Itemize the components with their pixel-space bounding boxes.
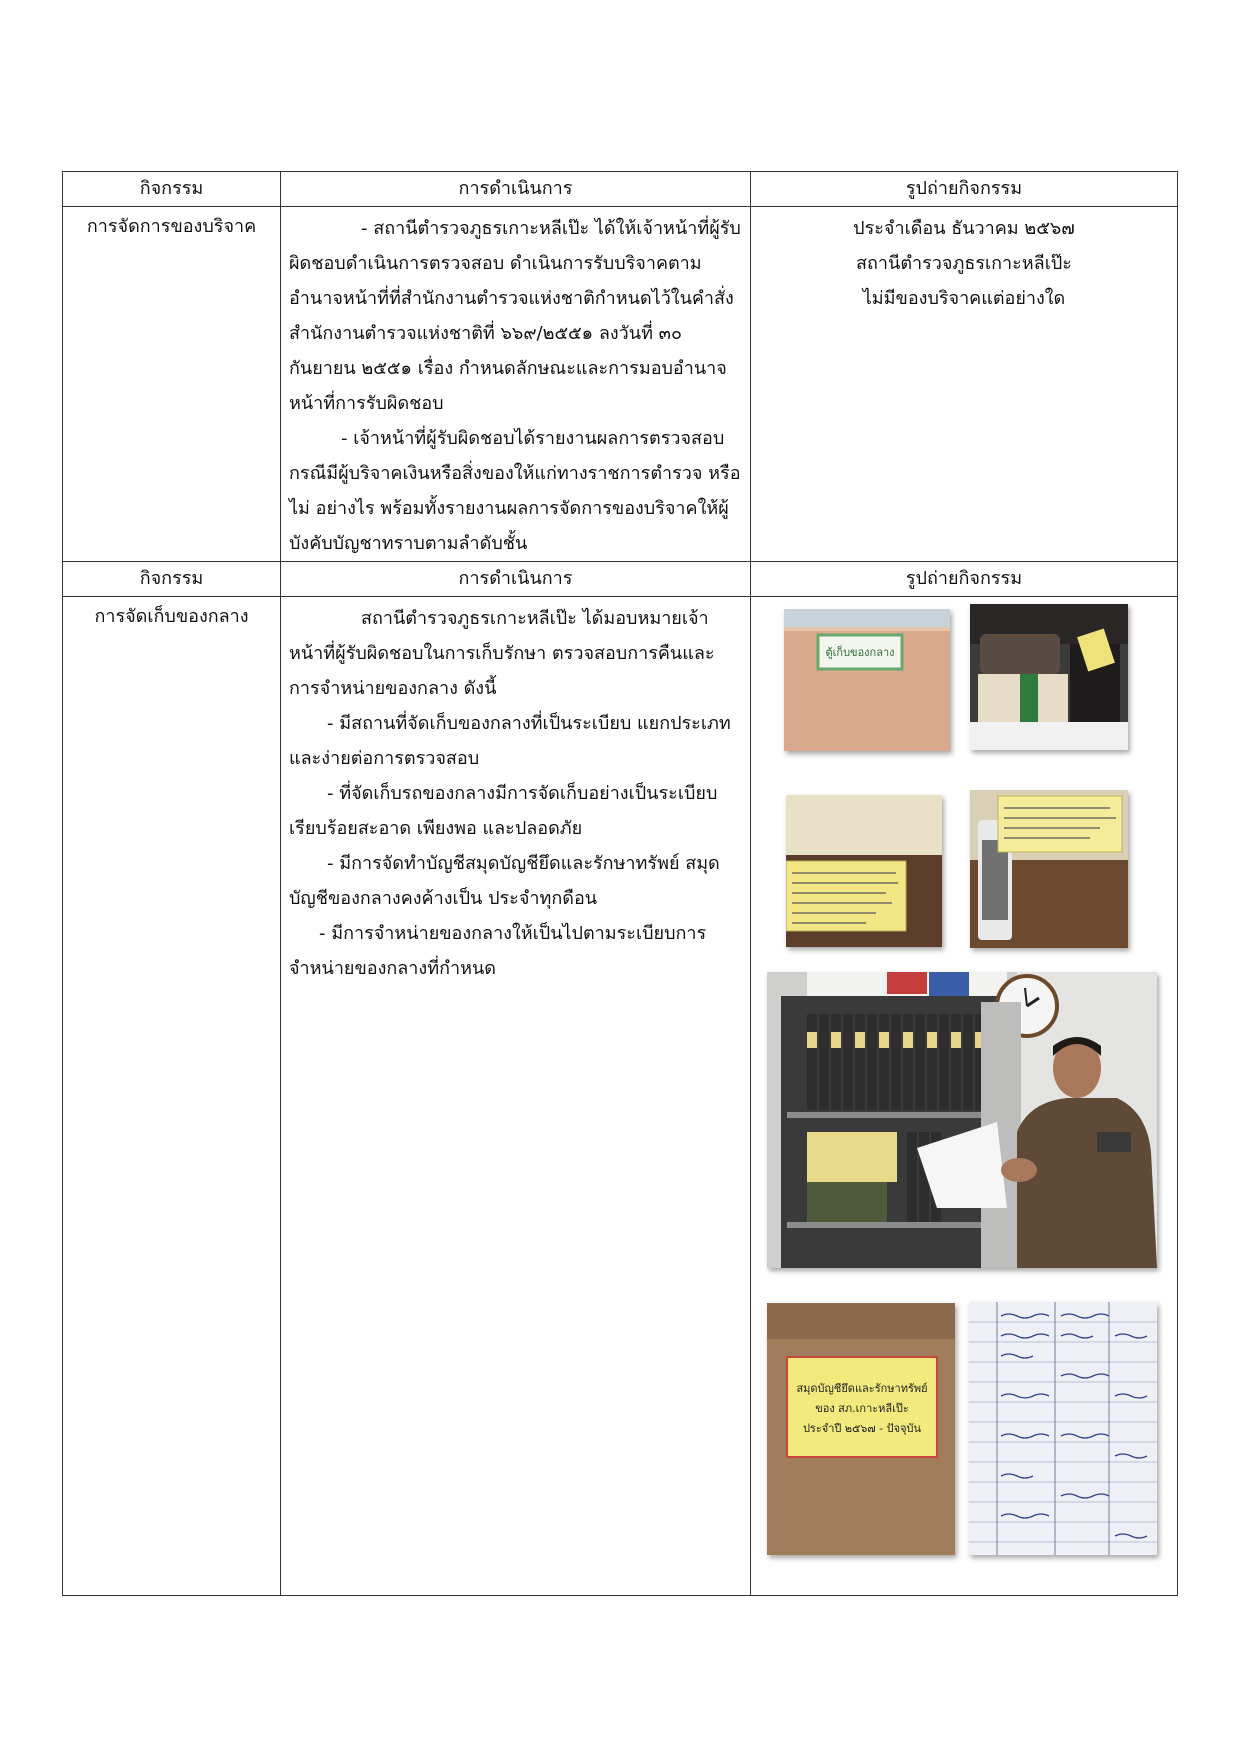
row-donations [63, 207, 1178, 562]
donation-note-station: สถานีตำรวจภูธรเกาะหลีเป๊ะ [856, 253, 1072, 274]
evidence-paragraph-4: - มีการจัดทำบัญชีสมุดบัญชียึดและรักษาทรัพย์ สมุดบัญชีของกลางคงค้างเป็น ประจำทุกดือน [289, 853, 720, 909]
activity-donations: การจัดการของบริจาค [63, 207, 281, 562]
header-row-2 [63, 562, 1178, 597]
photos-donations [751, 207, 1178, 562]
operation-evidence [281, 597, 751, 1596]
ledger-cover-photo [767, 1303, 955, 1555]
evidence-paragraph-5: - มีการจำหน่ายของกลางให้เป็นไปตามระเบียบการจำหน่ายของกลางที่กำหนด [289, 923, 707, 979]
header-row-1 [63, 172, 1178, 207]
header-photos: รูปถ่ายกิจกรรม [751, 172, 1178, 207]
activity-table [62, 171, 1178, 1596]
evidence-bag-tag-photo [786, 795, 942, 947]
evidence-bags-photo [970, 604, 1128, 750]
evidence-paragraph-3: - ที่จัดเก็บรถของกลางมีการจัดเก็บอย่างเป็นระเบียบเรียบร้อยสะอาด เพียงพอ และปลอดภัย [289, 783, 718, 839]
photos-evidence [751, 597, 1178, 1596]
header-activity: กิจกรรม [63, 172, 281, 207]
ledger-cover-line-2: ของ สภ.เกาะหลีเป๊ะ [815, 1402, 909, 1415]
header-activity-2: กิจกรรม [63, 562, 281, 597]
header-operation-2: การดำเนินการ [281, 562, 751, 597]
evidence-phone-photo [970, 790, 1128, 948]
donations-paragraph-2: - เจ้าหน้าที่ผู้รับผิดชอบได้รายงานผลการตรวจสอบกรณีมีผู้บริจาคเงินหรือสิ่งของให้แก่ทางราชการตำรวจ หรือไม่ อย่างไร พร้อมทั้งรายงานผลการจัดการของบริจาคให้ผู้บังคับบัญชาทราบตามลำดับชั้น [289, 428, 741, 554]
header-operation: การดำเนินการ [281, 172, 751, 207]
header-photos-2: รูปถ่ายกิจกรรม [751, 562, 1178, 597]
officer-cabinet-photo [767, 972, 1157, 1268]
operation-donations [281, 207, 751, 562]
donations-paragraph-1: - สถานีตำรวจภูธรเกาะหลีเป๊ะ ได้ให้เจ้าหน้าที่ผู้รับผิดชอบดำเนินการตรวจสอบ ดำเนินการรับบริจาคตามอำนาจหน้าที่ที่สำนักงานตำรวจแห่งชาติกำหนดไว้ในคำสั่งสำนักงานตำรวจแห่งชาติที่ ๖๖๙/๒๕๕๑ ลงวันที่ ๓๐ กันยายน ๒๕๕๑ เรื่อง กำหนดลักษณะและการมอบอำนาจหน้าที่การรับผิดชอบ [289, 218, 741, 414]
ledger-cover-line-3: ประจำปี ๒๕๖๗ - ปัจจุบัน [802, 1422, 922, 1435]
row-evidence [63, 597, 1178, 1596]
evidence-paragraph-1: สถานีตำรวจภูธรเกาะหลีเป๊ะ ได้มอบหมายเจ้าหน้าที่ผู้รับผิดชอบในการเก็บรักษา ตรวจสอบการคืนและการจำหน่ายของกลาง ดังนี้ [289, 608, 715, 699]
activity-evidence: การจัดเก็บของกลาง [63, 597, 281, 1596]
donation-note-month: ประจำเดือน ธันวาคม ๒๕๖๗ [853, 218, 1075, 239]
cabinet-sign-photo [784, 609, 950, 751]
cabinet-sign-label: ตู้เก็บของกลาง [825, 646, 895, 659]
ledger-page-photo [969, 1302, 1157, 1555]
ledger-cover-line-1: สมุดบัญชียึดและรักษาทรัพย์ [796, 1382, 928, 1395]
donation-note-none: ไม่มีของบริจาคแต่อย่างใด [862, 288, 1066, 309]
evidence-paragraph-2: - มีสถานที่จัดเก็บของกลางที่เป็นระเบียบ แยกประเภทและง่ายต่อการตรวจสอบ [289, 713, 731, 769]
